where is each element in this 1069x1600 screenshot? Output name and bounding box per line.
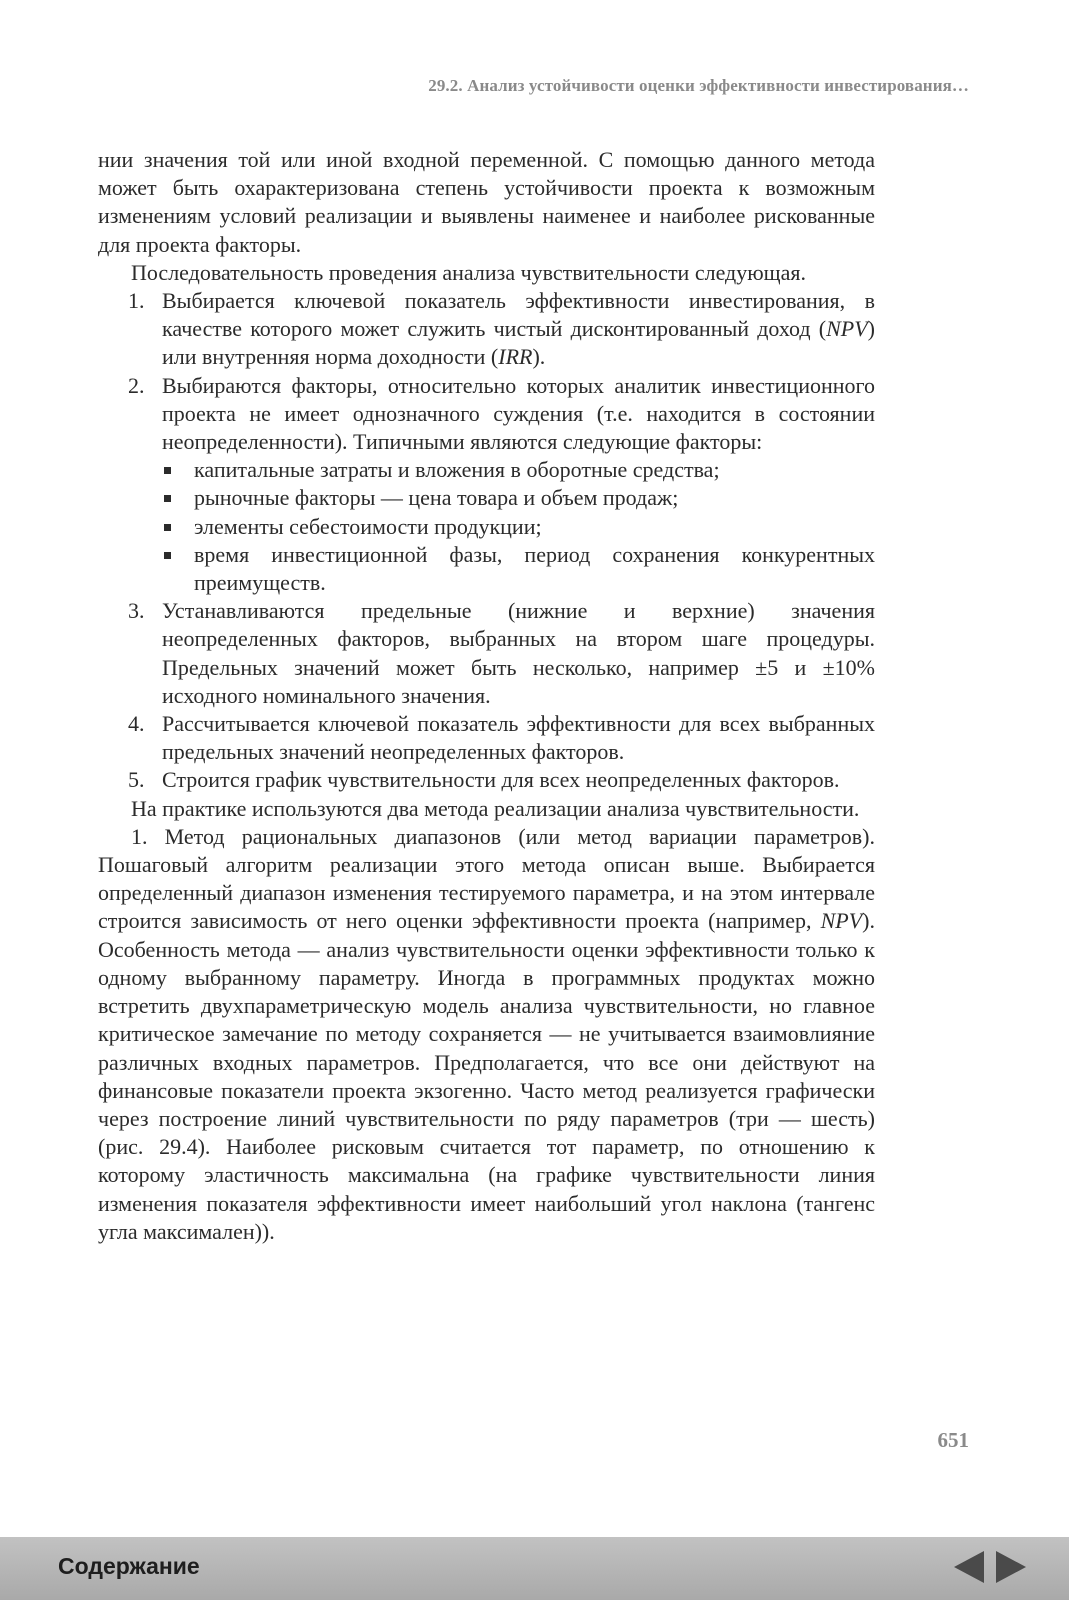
- methods-intro-paragraph: На практике используются два метода реализации анализа чувствительности.: [131, 795, 860, 821]
- next-page-icon[interactable]: [996, 1551, 1026, 1583]
- steps-list: [98, 287, 875, 795]
- factors-list: [162, 456, 875, 597]
- step-number: 2.: [128, 372, 145, 398]
- previous-page-icon[interactable]: [954, 1551, 984, 1583]
- factor-text: время инвестиционной фазы, период сохранения конкурентных преимуществ.: [194, 541, 875, 596]
- step-item-1: [98, 287, 875, 372]
- factor-item: [162, 484, 875, 512]
- method-1-text: ). Особенность метода — анализ чувствительности оценки эффективности только к одному выбранному параметру. Иногда в программных продуктах можно встретить двухпараметрическую модель анализа чувствительности, но главное критическое замечание по методу сохраняется — не учитывается взаимовлияние различных входных параметров. Предполагается, что все они действуют на финансовые показатели проекта экзогенно. Часто метод реализуется графически через построение линий чувствительности по ряду параметров (три — шесть) (рис. 29.4). Наиболее рисковым считается тот параметр, по отношению к которому эластичность максимальна (на графике чувствительности линия изменения показателя эффективности имеет наибольший угол наклона (тангенс угла максимален)).: [98, 908, 875, 1244]
- method-1-paragraph: [98, 823, 875, 1246]
- step-item-3: [98, 597, 875, 710]
- square-bullet-icon: [164, 524, 171, 531]
- factor-text: капитальные затраты и вложения в оборотные средства;: [194, 457, 720, 483]
- factor-item: [162, 513, 875, 541]
- step-number: 4.: [128, 711, 145, 737]
- step-item-5: [98, 766, 875, 794]
- step-item-2: [98, 372, 875, 598]
- intro-paragraph: нии значения той или иной входной переменной. С помощью данного метода может быть охарактеризована степень устойчивости проекта к возможным изменениям условий реализации и выявлены наименее и наиболее рискованные для проекта факторы.: [98, 147, 875, 257]
- step-text: Рассчитывается ключевой показатель эффективности для всех выбранных предельных значений неопределенных факторов.: [162, 711, 875, 765]
- footer-navigation-bar: [0, 1537, 1069, 1600]
- square-bullet-icon: [164, 467, 171, 474]
- irr-term: IRR: [498, 344, 533, 370]
- running-header: 29.2. Анализ устойчивости оценки эффективности инвестирования…: [428, 76, 969, 95]
- step-text: ) или внутренняя норма доходности (: [162, 316, 875, 370]
- step-number: 1.: [128, 288, 145, 314]
- npv-term: NPV: [820, 908, 863, 934]
- step-number: 5.: [128, 767, 145, 793]
- factor-item: [162, 541, 875, 597]
- npv-term: NPV: [826, 316, 868, 342]
- sequence-intro-paragraph: Последовательность проведения анализа чувствительности следующая.: [131, 259, 806, 285]
- square-bullet-icon: [164, 552, 171, 559]
- step-text: Строится график чувствительности для всех неопределенных факторов.: [162, 767, 840, 793]
- step-text: Выбираются факторы, относительно которых аналитик инвестиционного проекта не имеет однозначного суждения (т.е. находится в состоянии неопределенности). Типичными являются следующие факторы:: [162, 372, 875, 455]
- step-item-4: [98, 710, 875, 766]
- step-text: Выбирается ключевой показатель эффективности инвестирования, в качестве которого может служить чистый дисконтированный доход (: [162, 288, 875, 342]
- square-bullet-icon: [164, 495, 171, 502]
- step-text: Устанавливаются предельные (нижние и верхние) значения неопределенных факторов, выбранных на втором шаге процедуры. Предельных значений может быть несколько, например ±5 и ±10% исходного номинального значения.: [162, 598, 875, 708]
- table-of-contents-link[interactable]: Содержание: [58, 1553, 200, 1579]
- factor-text: рыночные факторы — цена товара и объем продаж;: [194, 485, 679, 511]
- factor-item: [162, 456, 875, 484]
- page-body: [98, 146, 875, 1246]
- method-1-text: 1. Метод рациональных диапазонов (или метод вариации параметров). Пошаговый алгоритм реализации этого метода описан выше. Выбирается определенный диапазон изменения тестируемого параметра, и на этом интервале строится зависимость от него оценки эффективности проекта (например,: [98, 823, 875, 934]
- step-text: ).: [532, 344, 546, 370]
- step-number: 3.: [128, 598, 145, 624]
- page-number: 651: [937, 1428, 969, 1452]
- factor-text: элементы себестоимости продукции;: [194, 513, 542, 539]
